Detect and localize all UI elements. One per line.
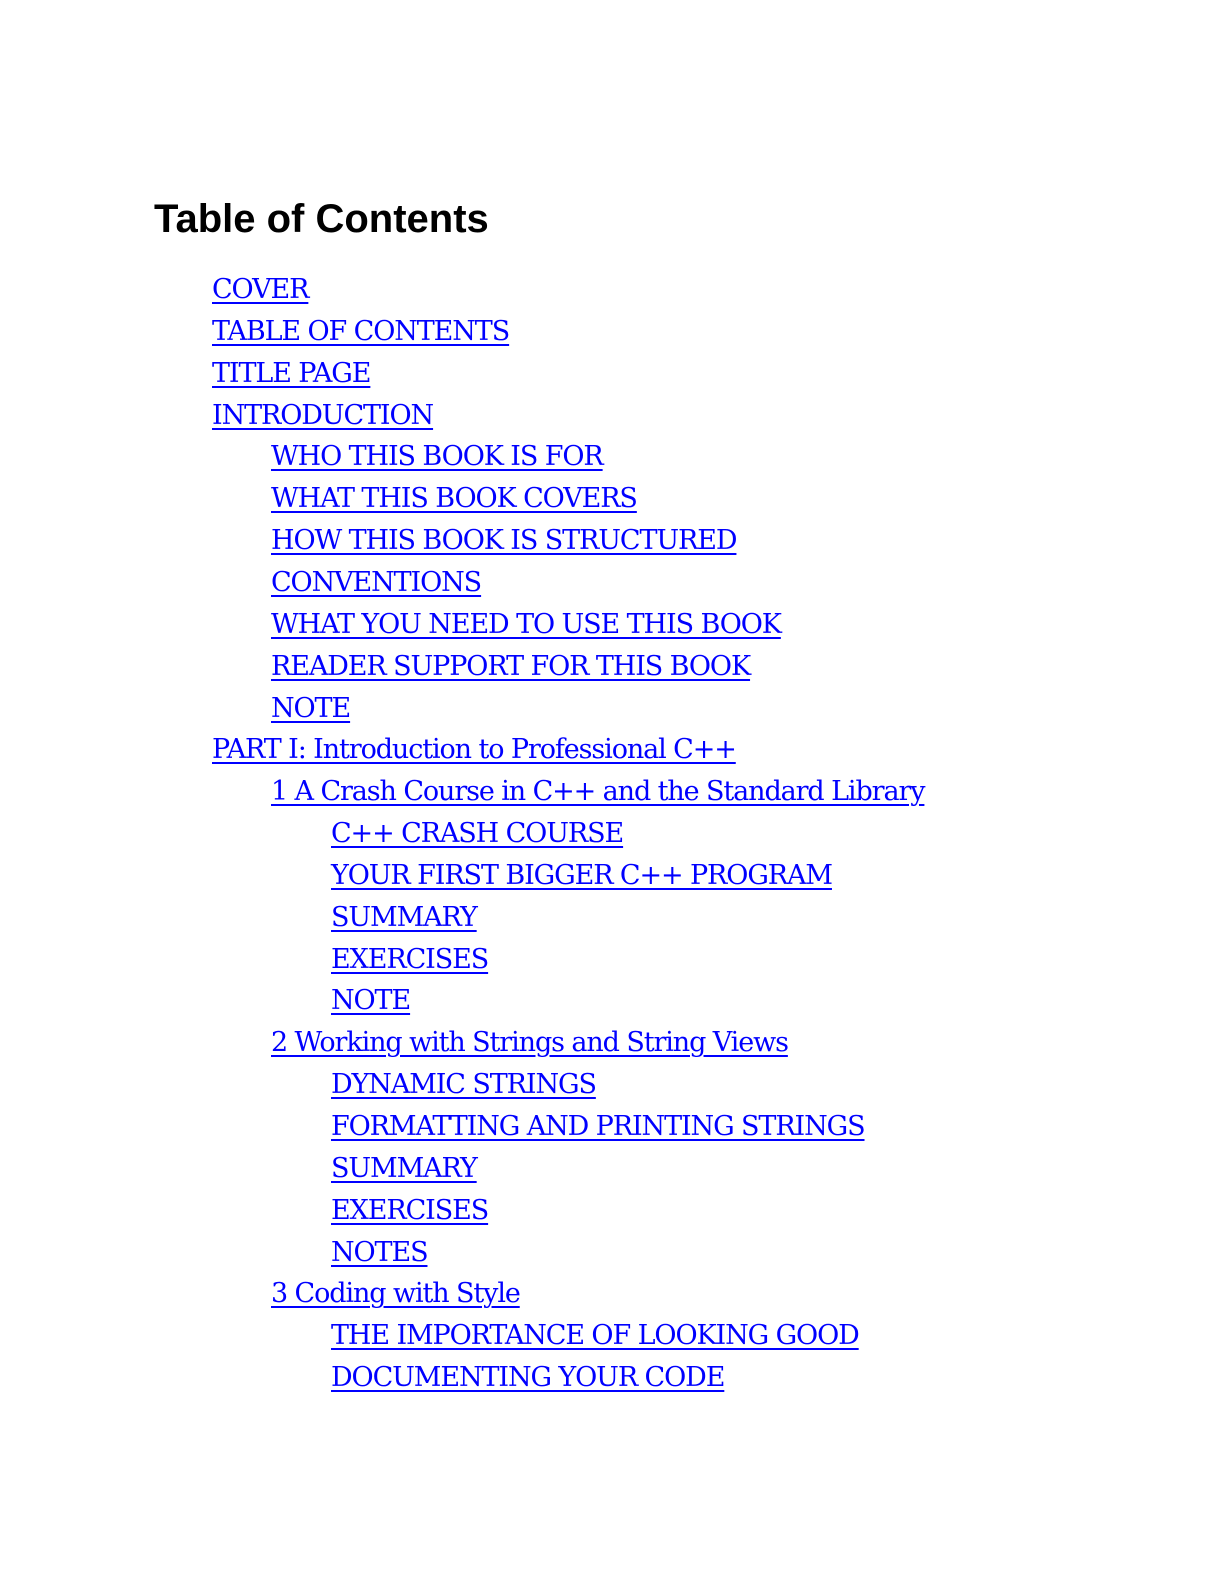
toc-link-table-of-contents[interactable]: TABLE OF CONTENTS — [212, 316, 510, 347]
toc-link-title-page[interactable]: TITLE PAGE — [212, 358, 371, 389]
toc-link-3-coding-with-style[interactable]: 3 Coding with Style — [271, 1278, 520, 1309]
toc-link-notes[interactable]: NOTES — [331, 1237, 428, 1268]
toc-link-dynamic-strings[interactable]: DYNAMIC STRINGS — [331, 1069, 596, 1100]
toc-link-2-working-with-strings-and-string-views[interactable]: 2 Working with Strings and String Views — [271, 1027, 788, 1058]
toc-link-how-this-book-is-structured[interactable]: HOW THIS BOOK IS STRUCTURED — [271, 525, 737, 556]
toc-link-exercises[interactable]: EXERCISES — [331, 944, 489, 975]
toc-link-cover[interactable]: COVER — [212, 274, 309, 305]
toc-link-summary[interactable]: SUMMARY — [331, 1153, 477, 1184]
toc-link-what-you-need-to-use-this-book[interactable]: WHAT YOU NEED TO USE THIS BOOK — [271, 609, 781, 640]
toc-link-your-first-bigger-c-program[interactable]: YOUR FIRST BIGGER C++ PROGRAM — [331, 860, 832, 891]
toc-link-c-crash-course[interactable]: C++ CRASH COURSE — [331, 818, 624, 849]
toc-link-note[interactable]: NOTE — [271, 693, 351, 724]
toc-link-exercises[interactable]: EXERCISES — [331, 1195, 489, 1226]
toc-link-who-this-book-is-for[interactable]: WHO THIS BOOK IS FOR — [271, 441, 603, 472]
toc-link-summary[interactable]: SUMMARY — [331, 902, 477, 933]
toc-link-note[interactable]: NOTE — [331, 985, 411, 1016]
toc-link-reader-support-for-this-book[interactable]: READER SUPPORT FOR THIS BOOK — [271, 651, 751, 682]
toc-link-the-importance-of-looking-good[interactable]: THE IMPORTANCE OF LOOKING GOOD — [331, 1320, 859, 1351]
toc-link-what-this-book-covers[interactable]: WHAT THIS BOOK COVERS — [271, 483, 637, 514]
toc-link-introduction[interactable]: INTRODUCTION — [212, 400, 434, 431]
page-title: Table of Contents — [154, 197, 489, 241]
toc-link-documenting-your-code[interactable]: DOCUMENTING YOUR CODE — [331, 1362, 725, 1393]
toc-link-part-i-introduction-to-professional-c[interactable]: PART I: Introduction to Professional C++ — [212, 734, 736, 765]
toc-link-1-a-crash-course-in-c-and-the-standard-library[interactable]: 1 A Crash Course in C++ and the Standard Library — [271, 776, 925, 807]
toc-link-conventions[interactable]: CONVENTIONS — [271, 567, 482, 598]
toc-link-formatting-and-printing-strings[interactable]: FORMATTING AND PRINTING STRINGS — [331, 1111, 865, 1142]
